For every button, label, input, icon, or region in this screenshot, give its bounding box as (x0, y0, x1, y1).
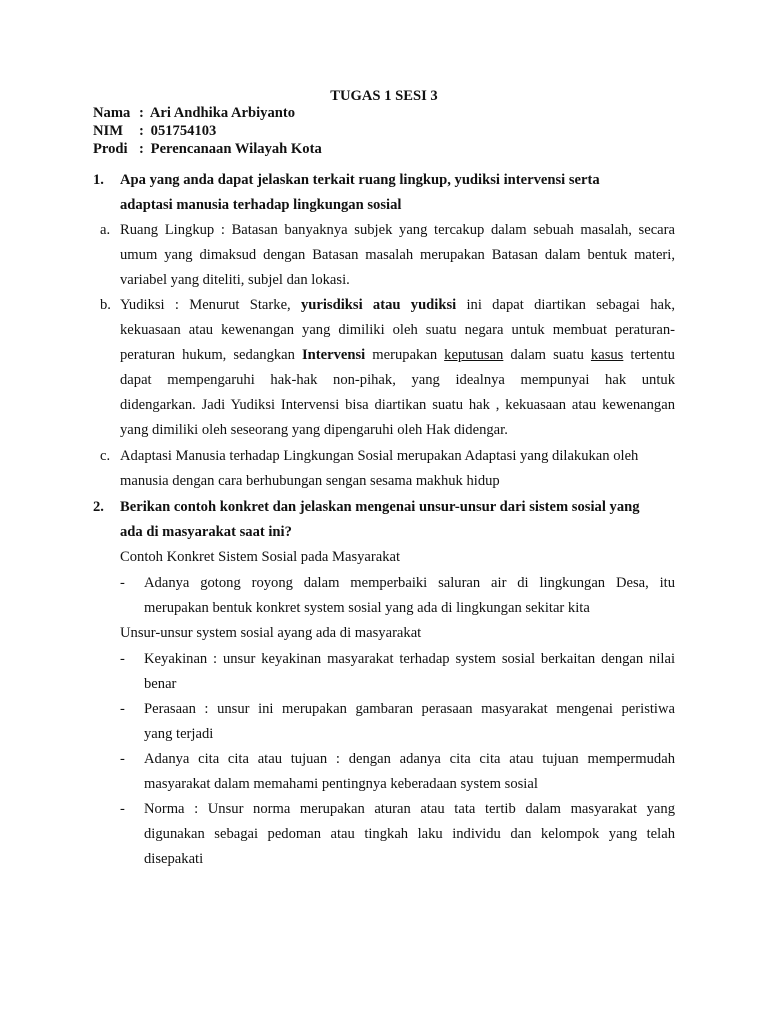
example-heading: Contoh Konkret Sistem Sosial pada Masyarakat (120, 549, 401, 565)
answer-line: Adanya cita cita atau tujuan : dengan adanya cita cita atau tujuan mempermudah (144, 751, 675, 767)
bullet-dash: - (120, 801, 125, 817)
answer-line: dapat mempengaruhi hak-hak non-pihak, yang idealnya mempunyai hak untuk (120, 372, 675, 388)
answer-line: Adanya gotong royong dalam memperbaiki saluran air di lingkungan Desa, itu (144, 575, 675, 591)
info-value: 051754103 (150, 123, 217, 139)
answer-line: umum yang dimaksud dengan Batasan masalah merupakan Batasan dalam bentuk materi, (120, 247, 675, 263)
answer-line: Adaptasi Manusia terhadap Lingkungan Sosial merupakan Adaptasi yang dilakukan oleh (120, 448, 639, 464)
answer-line: Ruang Lingkup : Batasan banyaknya subjek yang tercakup dalam sebuah masalah, secara (120, 222, 675, 238)
answer-line: didengarkan. Jadi Yudiksi Intervensi bisa diartikan suatu hak , kekuasaan atau kewenangan (120, 397, 675, 413)
element-item-perasaan (120, 697, 675, 747)
question-2 (93, 495, 675, 545)
question-number: 1. (93, 172, 104, 188)
answer-label: b. (100, 297, 111, 313)
answer-1c (100, 444, 675, 494)
element-item-norma (120, 797, 675, 872)
answer-line: benar (144, 676, 177, 692)
answer-line: digunakan sebagai pedoman atau tingkah laku individu dan kelompok yang telah (144, 826, 675, 842)
elements-heading: Unsur-unsur system sosial ayang ada di masyarakat (120, 625, 422, 641)
answer-line: Norma : Unsur norma merupakan aturan atau tata tertib dalam masyarakat yang (144, 801, 675, 817)
term-intervensi: Intervensi (302, 347, 366, 363)
info-sep: : (139, 123, 144, 139)
element-item-keyakinan (120, 647, 675, 697)
info-row-nim (93, 122, 216, 140)
question-text-line: Berikan contoh konkret dan jelaskan mengenai unsur-unsur dari sistem sosial yang (120, 499, 640, 515)
answer-line: disepakati (144, 851, 204, 867)
answer-label: a. (100, 222, 111, 238)
info-key: Prodi (93, 141, 128, 157)
link-keputusan: keputusan (444, 347, 504, 363)
info-sep: : (139, 141, 144, 157)
answer-line: masyarakat dalam memahami pentingnya keberadaan system sosial (144, 776, 538, 792)
info-key: Nama (93, 105, 131, 121)
bullet-dash: - (120, 651, 125, 667)
answer-line: yang dimiliki oleh seseorang yang dipengaruhi oleh Hak didengar. (120, 422, 508, 438)
answer-1b (100, 293, 675, 443)
answer-line: Perasaan : unsur ini merupakan gambaran perasaan masyarakat mengenai peristiwa (144, 701, 675, 717)
answer-line: peraturan hukum, sedangkan Intervensi merupakan keputusan dalam suatu kasus tertentu (120, 347, 675, 363)
answer-1a (100, 218, 675, 293)
answer-line: yang terjadi (144, 726, 214, 742)
question-text-line: adaptasi manusia terhadap lingkungan sosial (120, 197, 402, 213)
info-row-prodi (93, 140, 322, 158)
answer-label: c. (100, 448, 111, 464)
term-yurisdiksi: yurisdiksi atau yudiksi (300, 297, 457, 313)
question-1 (93, 168, 675, 218)
info-value: Ari Andhika Arbiyanto (149, 105, 296, 121)
question-text-line: Apa yang anda dapat jelaskan terkait ruang lingkup, yudiksi intervensi serta (120, 172, 600, 188)
answer-line: kekuasaan atau kewenangan yang dimiliki oleh suatu negara untuk membuat peraturan- (120, 322, 675, 338)
answer-line: manusia dengan cara berhubungan sengan sesama makhuk hidup (120, 473, 500, 489)
question-text-line: ada di masyarakat saat ini? (120, 524, 292, 540)
answer-line: merupakan bentuk konkret system sosial yang ada di lingkungan sekitar kita (144, 600, 590, 616)
bullet-dash: - (120, 751, 125, 767)
info-row-name (93, 104, 295, 122)
answer-line: variabel yang diteliti, subjel dan lokasi. (120, 272, 350, 288)
info-sep: : (139, 105, 144, 121)
question-number: 2. (93, 499, 104, 515)
link-kasus: kasus (590, 347, 624, 363)
info-key: NIM (93, 123, 123, 139)
answer-line: Keyakinan : unsur keyakinan masyarakat terhadap system sosial berkaitan dengan nilai (144, 651, 675, 667)
bullet-dash: - (120, 701, 125, 717)
info-value: Perencanaan Wilayah Kota (150, 141, 322, 157)
document-title: TUGAS 1 SESI 3 (330, 88, 438, 104)
element-item-cita-cita (120, 747, 675, 797)
answer-line: Yudiksi : Menurut Starke, yurisdiksi atau yudiksi ini dapat diartikan sebagai hak, (120, 297, 675, 313)
bullet-dash: - (120, 575, 125, 591)
example-item (120, 571, 675, 621)
